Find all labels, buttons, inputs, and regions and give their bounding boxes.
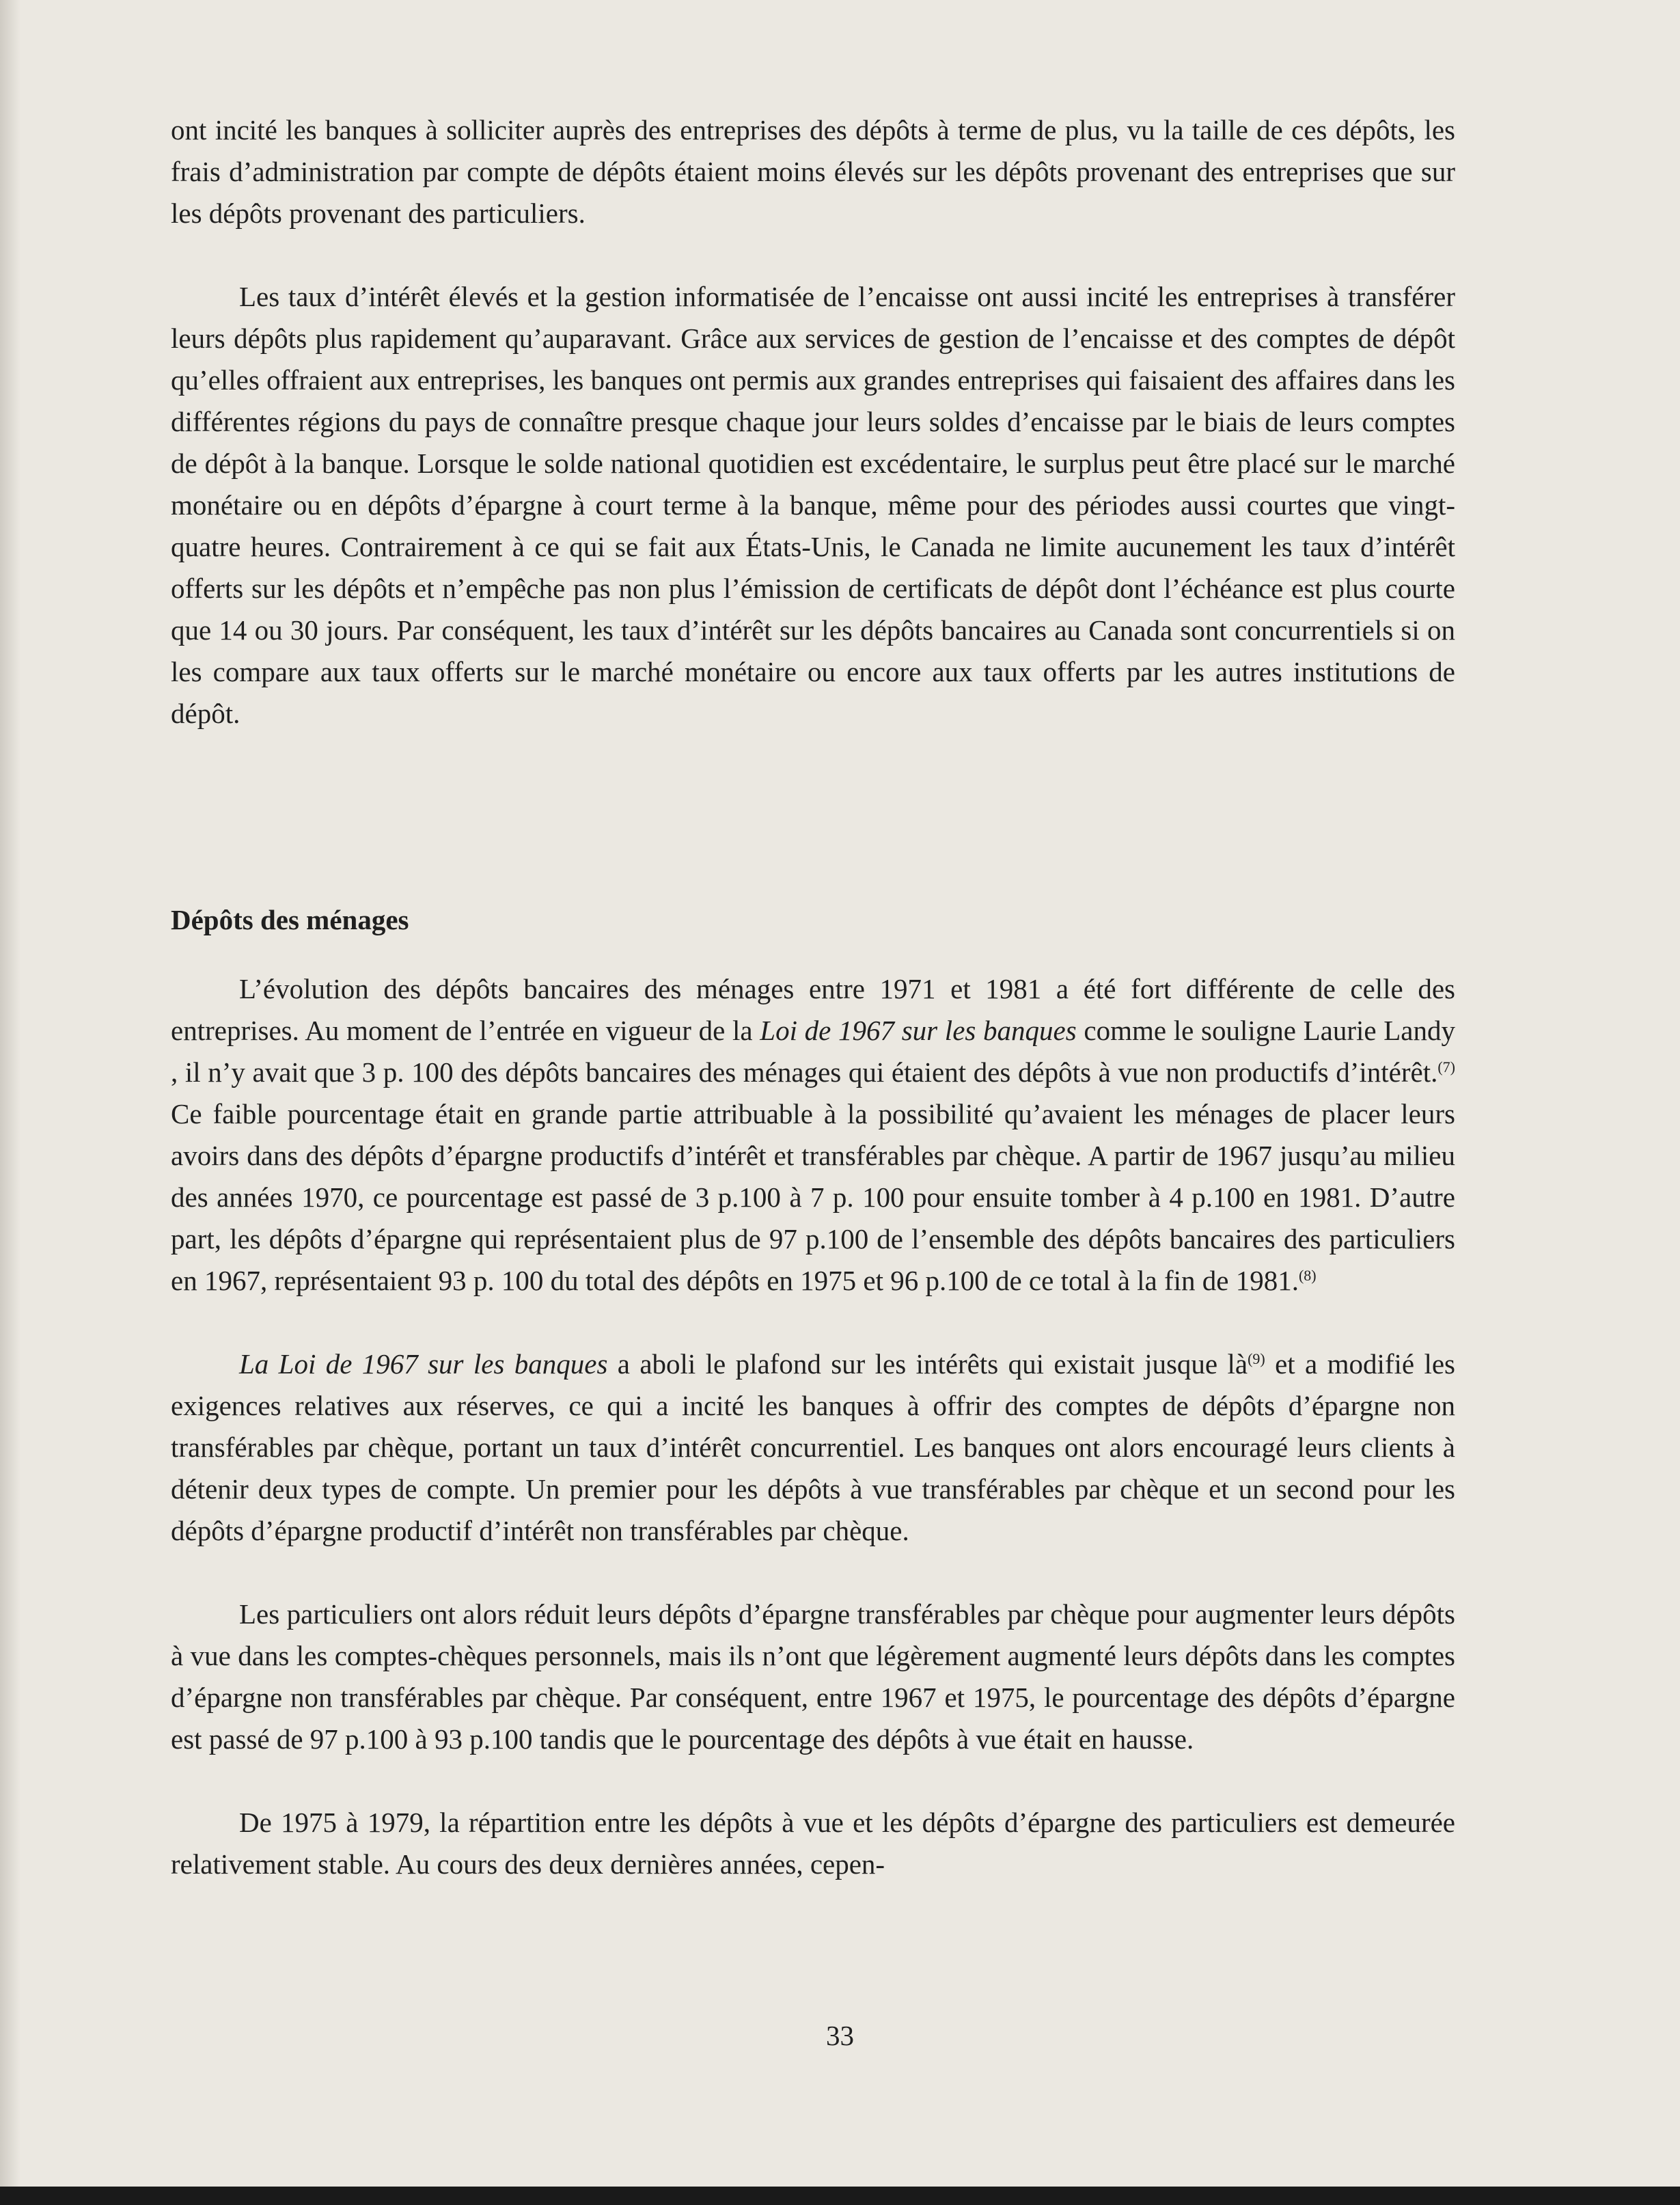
page-number: 33	[826, 2020, 854, 2051]
paragraph-4-text-b: et a modifié les exigences relatives aux réserves, ce qui a incité les banques à offrir des comptes de dépôts d’épargne non transférables par chèque, portant un taux d’intérêt concurrentiel. Les banques ont alors encouragé leurs clients à détenir deux types de compte. Un premier pour les dépôts à vue transférables par chèque et un second pour les dépôts d’épargne productif d’intérêt non transférables par chèque.	[171, 1348, 1455, 1546]
scan-bottom-border	[0, 2187, 1680, 2205]
paragraph-6: De 1975 à 1979, la répartition entre les dépôts à vue et les dépôts d’épargne des particuliers est demeurée relativement stable. Au cours des deux dernières années, cepen-	[171, 1807, 1455, 1880]
paragraph-5: Les particuliers ont alors réduit leurs dépôts d’épargne transférables par chèque pour augmenter leurs dépôts à vue dans les comptes-chèques personnels, mais ils n’ont que légèrement augmenté leurs dépôts dans les comptes d’épargne non transférables par chèque. Par conséquent, entre 1967 et 1975, le pourcentage des dépôts d’épargne est passé de 97 p.100 à 93 p.100 tandis que le pourcentage des dépôts à vue était en hausse.	[171, 1598, 1455, 1755]
paragraph-3	[171, 968, 1455, 1302]
footnote-ref-7: (7)	[1437, 1058, 1455, 1076]
page-body	[171, 109, 1455, 1927]
paragraph-3-text-c: Ce faible pourcentage était en grande partie attribuable à la possibilité qu’avaient les ménages de placer leurs avoirs dans des dépôts d’épargne productifs d’intérêt et transférables par chèque. A partir de 1967 jusqu’au milieu des années 1970, ce pourcentage est passé de 3 p.100 à 7 p. 100 pour ensuite tomber à 4 p.100 en 1981. D’autre part, les dépôts d’épargne qui représentaient plus de 97 p.100 de l’ensemble des dépôts bancaires des particuliers en 1967, représentaient 93 p. 100 du total des dépôts en 1975 et 96 p.100 de ce total à la fin de 1981.	[171, 1098, 1455, 1296]
footnote-ref-8: (8)	[1298, 1267, 1317, 1284]
paragraph-4-text-a: a aboli le plafond sur les intérêts qui existait jusque là	[607, 1348, 1248, 1380]
paragraph-4	[171, 1343, 1455, 1552]
law-title: Loi de 1967 sur les banques	[760, 1015, 1077, 1046]
paragraph-1: ont incité les banques à solliciter auprès des entreprises des dépôts à terme de plus, vu la taille de ces dépôts, les frais d’administration par compte de dépôts étaient moins élevés sur les dépôts provenant des entreprises que sur les dépôts provenant des particuliers.	[171, 114, 1455, 229]
section-spacer	[171, 776, 1455, 899]
footnote-ref-9: (9)	[1248, 1350, 1265, 1367]
section-heading: Dépôts des ménages	[171, 904, 409, 935]
paragraph-3-text-a: L’évolution des dépôts bancaires des ménages entre 1971 et 1981 a été fort différente de celle des entreprises. Au moment de l’entrée en vigueur de la	[171, 973, 1455, 1046]
page-edge-shadow	[0, 0, 20, 2205]
paragraph-3-text-b: comme le souligne Laurie Landy , il n’y avait que 3 p. 100 des dépôts bancaires des ménages qui étaient des dépôts à vue non productifs d’intérêt.	[171, 1015, 1456, 1088]
paragraph-2: Les taux d’intérêt élevés et la gestion informatisée de l’encaisse ont aussi incité les entreprises à transférer leurs dépôts plus rapidement qu’auparavant. Grâce aux services de gestion de l’encaisse et des comptes de dépôt qu’elles offraient aux entreprises, les banques ont permis aux grandes entreprises qui faisaient des affaires dans les différentes régions du pays de connaître presque chaque jour leurs soldes d’encaisse par le biais de leurs comptes de dépôt à la banque. Lorsque le solde national quotidien est excédentaire, le surplus peut être placé sur le marché monétaire ou en dépôts d’épargne à court terme à la banque, même pour des périodes aussi courtes que vingt-quatre heures. Contrairement à ce qui se fait aux États-Unis, le Canada ne limite aucunement les taux d’intérêt offerts sur les dépôts et n’empêche pas non plus l’émission de certificats de dépôt dont l’échéance est plus courte que 14 ou 30 jours. Par conséquent, les taux d’intérêt sur les dépôts bancaires au Canada sont concurrentiels si on les compare aux taux offerts sur le marché monétaire ou encore aux taux offerts par les autres institutions de dépôt.	[171, 281, 1455, 729]
law-title: La Loi de 1967 sur les banques	[239, 1348, 608, 1380]
